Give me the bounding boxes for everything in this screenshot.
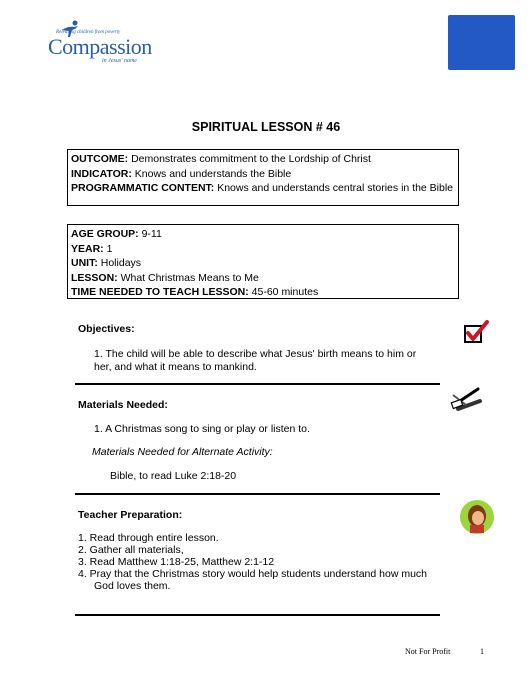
age-label: AGE GROUP: [71,228,139,240]
outcome-box [67,149,459,206]
objectives-heading: Objectives: [78,323,135,335]
objective-item-1: 1. The child will be able to describe what Jesus' birth means to him or her, and what it means to mankind. [94,348,417,373]
content-value: Knows and understands central stories in the Bible [214,182,454,194]
time-value: 45-60 minutes [248,286,319,298]
year-value: 1 [103,242,113,255]
outcome-line [71,152,455,167]
prep-item-2: 2. Gather all materials, [78,544,184,556]
unit-line [71,256,455,271]
prep-item-1: 1. Read through entire lesson. [78,532,219,544]
prep-item-3: 3. Read Matthew 1:18-25, Matthew 2:1-12 [78,556,275,568]
indicator-line [71,167,455,182]
footer-label: Not For Profit [405,647,451,656]
teacher-face-icon [459,499,495,535]
divider [75,383,440,385]
lesson-label: LESSON: [71,271,118,284]
time-label: TIME NEEDED TO TEACH LESSON: [71,286,249,298]
logo-name: Compassion [48,34,152,59]
year-line [71,242,455,257]
materials-item-1: 1. A Christmas song to sing or play or listen to. [94,423,310,435]
lesson-info-box [67,224,459,299]
indicator-label: INDICATOR: [71,167,132,180]
age-value: 9-11 [138,228,162,240]
unit-value: Holidays [97,257,142,269]
compassion-logo [46,20,166,66]
lesson-value: What Christmas Means to Me [117,271,259,284]
prep-item-4: 4. Pray that the Christmas story would help students understand how much [78,568,428,580]
content-line [71,181,455,196]
divider [75,614,440,616]
outcome-label: OUTCOME: [71,153,129,165]
outcome-value: Demonstrates commitment to the Lordship of Christ [128,153,371,165]
alt-materials-item: Bible, to read Luke 2:18-20 [110,470,237,482]
page-title: SPIRITUAL LESSON # 46 [191,120,341,134]
divider [75,493,440,495]
content-label: PROGRAMMATIC CONTENT: [71,182,215,194]
blue-square-graphic [448,15,515,70]
logo-subtitle: in Jesus' name [102,58,137,64]
unit-label: UNIT: [71,257,98,269]
alt-materials-heading: Materials Needed for Alternate Activity: [92,446,273,458]
page-number: 1 [480,647,484,656]
prep-item-4-cont: God loves them. [94,580,171,592]
time-line [71,285,455,300]
materials-heading: Materials Needed: [78,399,168,411]
logo-tagline: Releasing children from poverty [56,30,121,35]
lesson-line [71,271,455,286]
indicator-value: Knows and understands the Bible [131,167,292,180]
year-label: YEAR: [71,242,104,255]
age-line [71,227,455,242]
pencil-tools-icon [450,383,484,413]
prep-heading: Teacher Preparation: [78,509,183,521]
checkbox-check-icon [462,318,490,346]
